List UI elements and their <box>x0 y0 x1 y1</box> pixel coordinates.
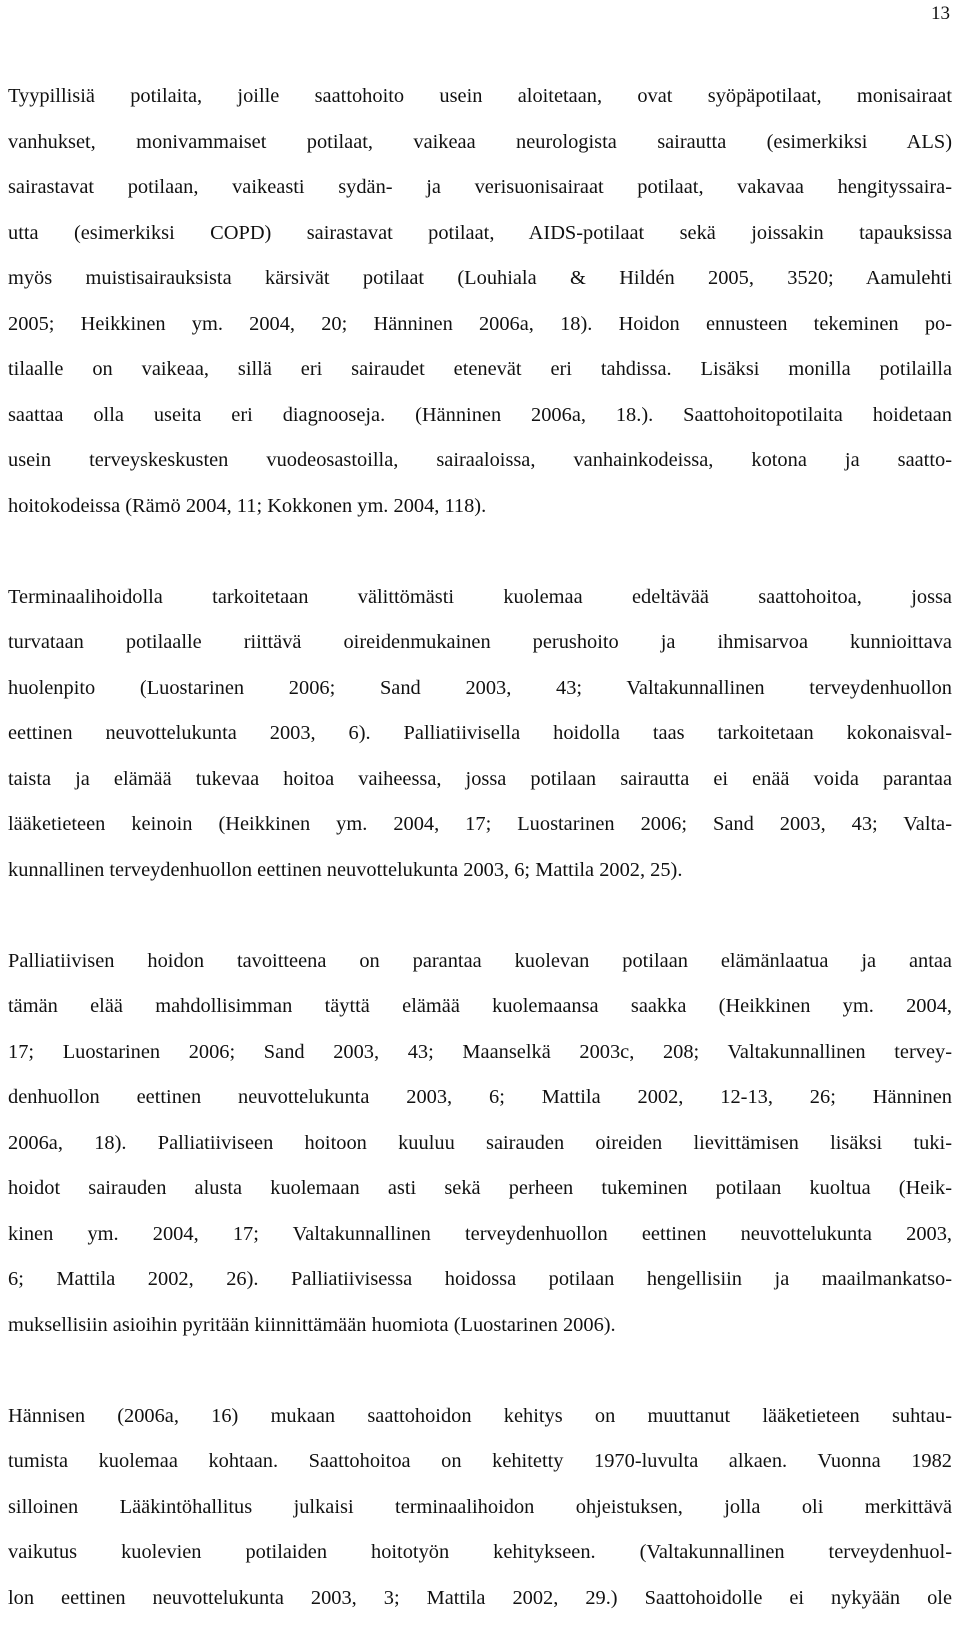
text-line: turvataan potilaalle riittävä oireidenmukainen perushoito ja ihmisarvoa kunnioittava <box>8 631 952 653</box>
paragraph-spacer <box>8 893 952 939</box>
text-line: 2005; Heikkinen ym. 2004, 20; Hänninen 2006a, 18). Hoidon ennusteen tekeminen po- <box>8 312 952 335</box>
paragraph-palliative-goals <box>8 939 952 1349</box>
text-line: saattaa olla useita eri diagnooseja. (Hänninen 2006a, 18.). Saattohoitopotilaita hoidetaan <box>8 403 952 426</box>
text-line: lääketieteen keinoin (Heikkinen ym. 2004, 17; Luostarinen 2006; Sand 2003, 43; Valta- <box>8 813 952 835</box>
paragraph-patients <box>8 74 952 529</box>
page-number: 13 <box>931 3 950 24</box>
text-line: usein terveyskeskusten vuodeosastoilla, sairaaloissa, vanhainkodeissa, kotona ja saatto- <box>8 449 952 471</box>
text-line: muksellisiin asioihin pyritään kiinnittämään huomiota (Luostarinen 2006). <box>8 1313 616 1336</box>
paragraph-history <box>8 1394 952 1622</box>
text-line: Palliatiivisen hoidon tavoitteena on parantaa kuolevan potilaan elämänlaatua ja antaa <box>8 949 952 972</box>
text-line: utta (esimerkiksi COPD) sairastavat potilaat, AIDS-potilaat sekä joissakin tapauksissa <box>8 221 952 244</box>
text-line: lon eettinen neuvottelukunta 2003, 3; Mattila 2002, 29.) Saattohoidolle ei nykyään ole <box>8 1586 952 1609</box>
text-line: vanhukset, monivammaiset potilaat, vaikeaa neurologista sairautta (esimerkiksi ALS) <box>8 130 952 153</box>
text-line: Hännisen (2006a, 16) mukaan saattohoidon kehitys on muuttanut lääketieteen suhtau- <box>8 1404 952 1427</box>
text-line: huolenpito (Luostarinen 2006; Sand 2003, 43; Valtakunnallinen terveydenhuollon <box>8 676 952 699</box>
paragraph-spacer <box>8 1348 952 1394</box>
text-line: denhuollon eettinen neuvottelukunta 2003, 6; Mattila 2002, 12-13, 26; Hänninen <box>8 1086 952 1108</box>
text-line: hoitokodeissa (Rämö 2004, 11; Kokkonen ym. 2004, 118). <box>8 494 487 517</box>
paragraph-spacer <box>8 529 952 575</box>
text-line: eettinen neuvottelukunta 2003, 6). Palliatiivisella hoidolla taas tarkoitetaan kokonaisval- <box>8 722 952 744</box>
text-line: 17; Luostarinen 2006; Sand 2003, 43; Maanselkä 2003c, 208; Valtakunnallinen tervey- <box>8 1040 952 1063</box>
text-line: kinen ym. 2004, 17; Valtakunnallinen terveydenhuollon eettinen neuvottelukunta 2003, <box>8 1222 952 1245</box>
text-line: tumista kuolemaa kohtaan. Saattohoitoa on kehitetty 1970-luvulta alkaen. Vuonna 1982 <box>8 1450 952 1472</box>
text-line: tilaalle on vaikeaa, sillä eri sairaudet etenevät eri tahdissa. Lisäksi monilla potilailla <box>8 358 952 380</box>
paragraph-terminal-care <box>8 575 952 894</box>
text-line: vaikutus kuolevien potilaiden hoitotyön kehitykseen. (Valtakunnallinen terveydenhuol- <box>8 1541 952 1563</box>
text-line: sairastavat potilaan, vaikeasti sydän- ja verisuonisairaat potilaat, vakavaa hengityssaira- <box>8 176 952 198</box>
text-line: hoidot sairauden alusta kuolemaan asti sekä perheen tukeminen potilaan kuoltua (Heik- <box>8 1177 952 1199</box>
text-line: 6; Mattila 2002, 26). Palliatiivisessa hoidossa potilaan hengellisiin ja maailmankatso- <box>8 1268 952 1290</box>
text-line: myös muistisairauksista kärsivät potilaat (Louhiala & Hildén 2005, 3520; Aamulehti <box>8 267 952 289</box>
text-line: tämän elää mahdollisimman täyttä elämää kuolemaansa saakka (Heikkinen ym. 2004, <box>8 995 952 1017</box>
text-line: Terminaalihoidolla tarkoitetaan välittömästi kuolemaa edeltävää saattohoitoa, jossa <box>8 585 952 608</box>
document-body <box>8 74 952 1621</box>
text-line: kunnallinen terveydenhuollon eettinen neuvottelukunta 2003, 6; Mattila 2002, 25). <box>8 858 683 881</box>
text-line: Tyypillisiä potilaita, joille saattohoito usein aloitetaan, ovat syöpäpotilaat, monisairaat <box>8 85 952 107</box>
text-line: silloinen Lääkintöhallitus julkaisi terminaalihoidon ohjeistuksen, jolla oli merkittävä <box>8 1495 952 1518</box>
text-line: 2006a, 18). Palliatiiviseen hoitoon kuuluu sairauden oireiden lievittämisen lisäksi tuki- <box>8 1131 952 1154</box>
text-line: taista ja elämää tukevaa hoitoa vaiheessa, jossa potilaan sairautta ei enää voida parantaa <box>8 767 952 790</box>
